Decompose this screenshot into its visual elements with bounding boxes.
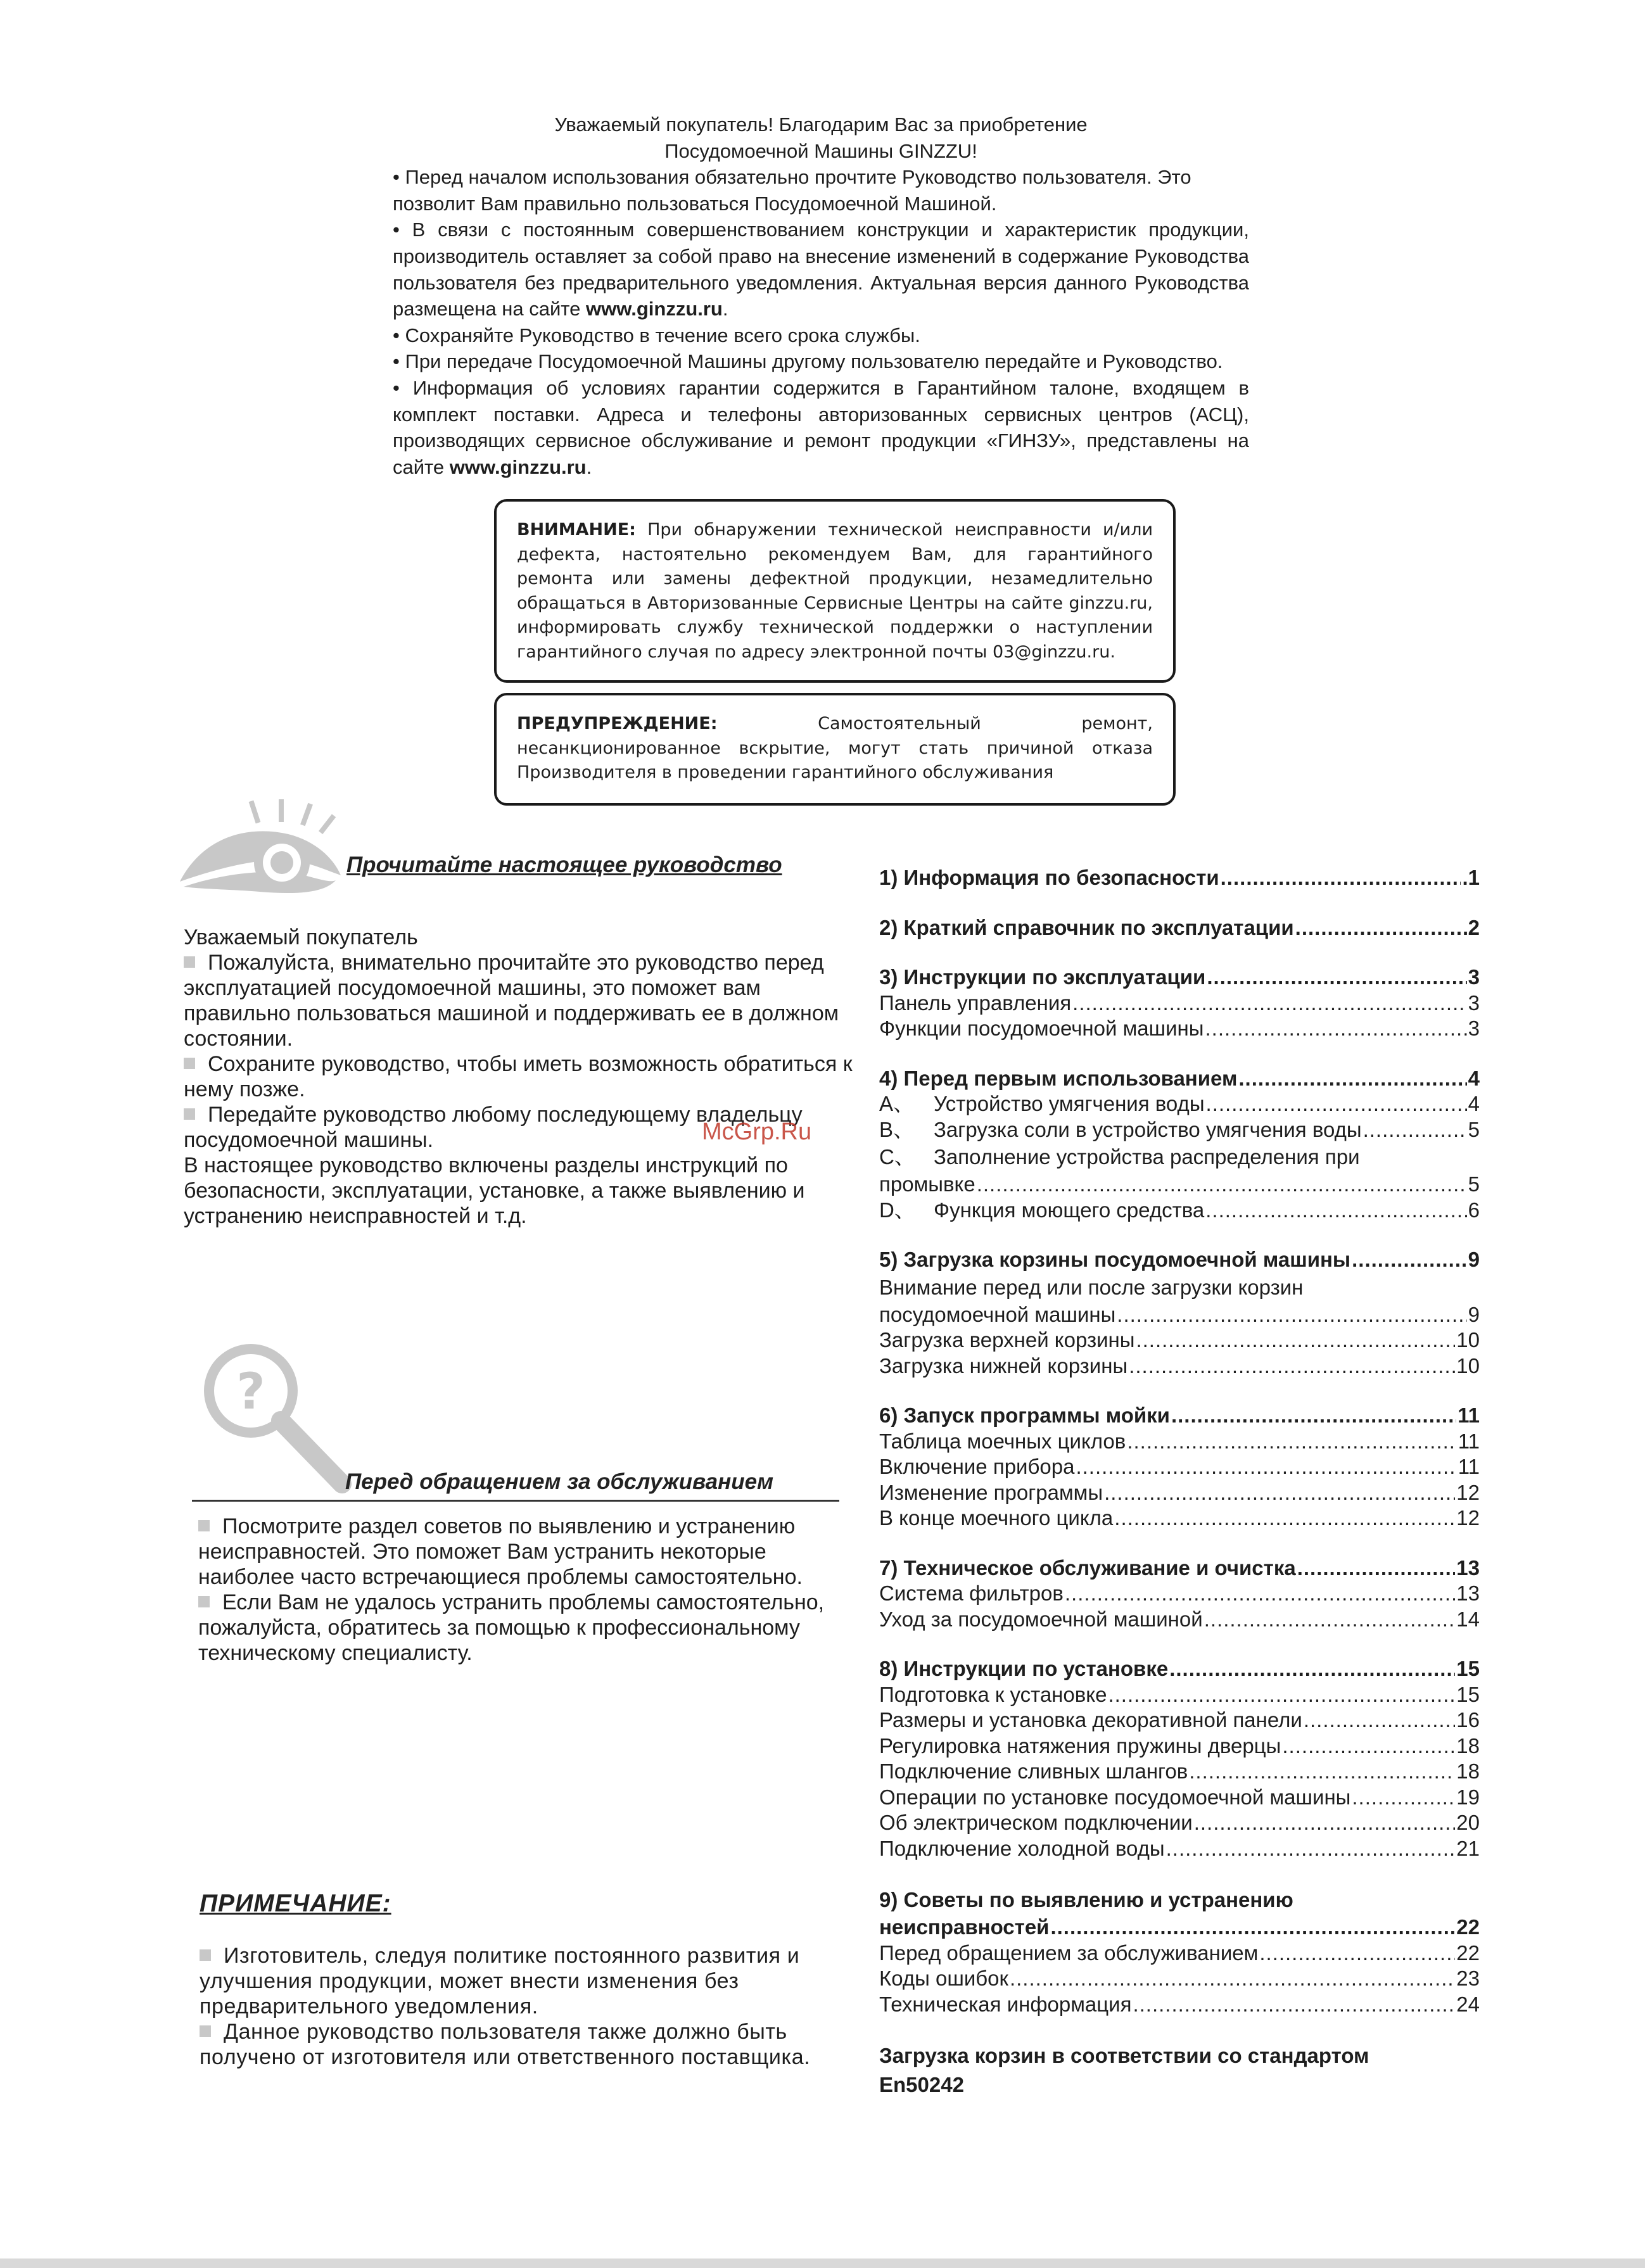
read-bullet-2: Сохраните руководство, чтобы иметь возможность обратиться к нему позже. xyxy=(184,1052,853,1101)
toc-entry[interactable]: неисправностей ..... 22 xyxy=(879,1915,1480,1941)
service-underline xyxy=(192,1500,839,1502)
site-link[interactable]: www.ginzzu.ru xyxy=(586,298,723,320)
caution-box xyxy=(494,693,1176,806)
warning-text: При обнаружении технической неисправности и/или дефекта, настоятельно рекомендуем Вам, для гарантийного ремонта или замены дефектной продукции, незамедлительно обращаться в Авторизованные Сервисные Центры на сайте ginzzu.ru, информировать службу технической поддержки о наступлении гарантийного случая по адресу электронной почты 03@ginzzu.ru. xyxy=(517,520,1153,662)
bullet-icon xyxy=(200,1949,211,1961)
toc-entry[interactable]: Перед обращением за обслуживанием ..... 22 xyxy=(879,1941,1480,1967)
intro-p2: • В связи с постоянным совершенствованием конструкции и характеристик продукции, производитель оставляет за собой право на внесение изменений в содержание Руководства пользователя без предварительного уведомления. Актуальная версия данного Руководства размещена на сайте www.ginzzu.ru. xyxy=(393,219,1249,320)
read-bullet-3: Передайте руководство любому последующему владельцу посудомоечной машины. xyxy=(184,1103,803,1152)
site-link-2[interactable]: www.ginzzu.ru xyxy=(449,455,587,478)
toc-entry-wrap[interactable]: Внимание перед или после загрузки корзин xyxy=(879,1275,1304,1299)
service-text xyxy=(198,1514,857,1666)
toc-entry[interactable]: Загрузка верхней корзины ..... 10 xyxy=(879,1327,1480,1353)
toc-entry[interactable]: 7) Техническое обслуживание и очистка ..... 13 xyxy=(879,1555,1480,1581)
toc-entry[interactable]: A、 Устройство умягчения воды ..... 4 xyxy=(879,1091,1480,1117)
toc-entry[interactable]: Изменение программы ..... 12 xyxy=(879,1480,1480,1506)
toc-entry[interactable]: 5) Загрузка корзины посудомоечной машины ..... 9 xyxy=(879,1247,1480,1273)
bullet-icon xyxy=(198,1596,210,1607)
toc-entry[interactable]: посудомоечной машины ..... 9 xyxy=(879,1302,1480,1328)
read-manual-text xyxy=(184,925,855,1229)
toc-entry[interactable]: Система фильтров ..... 13 xyxy=(879,1581,1480,1607)
caution-text: Самостоятельный ремонт, несанкционированное вскрытие, могут стать причиной отказа Производителя в проведении гарантийного обслуживания xyxy=(517,714,1153,782)
toc-entry-wrap[interactable]: C、 Заполнение устройства распределения при xyxy=(879,1145,1360,1169)
toc-entry[interactable]: Подготовка к установке ..... 15 xyxy=(879,1682,1480,1708)
toc-entry-wrap[interactable]: Загрузка корзин в соответствии со стандартом xyxy=(879,2044,1369,2067)
toc-entry[interactable]: B、 Загрузка соли в устройство умягчения воды ..... 5 xyxy=(879,1117,1480,1143)
toc-entry[interactable]: Панель управления ..... 3 xyxy=(879,991,1480,1017)
toc-entry[interactable]: Подключение холодной воды ..... 21 xyxy=(879,1836,1480,1862)
note-text xyxy=(200,1943,839,2070)
warning-lead: ВНИМАНИЕ: xyxy=(517,520,636,540)
magnifier-icon xyxy=(201,1341,353,1497)
toc-entry-wrap[interactable]: En50242 xyxy=(879,2073,964,2096)
toc-entry[interactable]: D、 Функция моющего средства ..... 6 xyxy=(879,1198,1480,1224)
intro-section xyxy=(393,111,1249,480)
service-bullet-1: Посмотрите раздел советов по выявлению и устранению неисправностей. Это поможет Вам устранить некоторые наиболее часто встречающиеся проблемы самостоятельно. xyxy=(198,1514,803,1589)
read-bullet-1: Пожалуйста, внимательно прочитайте это руководство перед эксплуатацией посудомоечной машины, это поможет вам правильно пользоваться машиной и поддерживать ее в должном состоянии. xyxy=(184,951,839,1051)
intro-p3: • Сохраняйте Руководство в течение всего срока службы. xyxy=(393,324,920,346)
intro-p5: • Информация об условиях гарантии содержится в Гарантийном талоне, входящем в комплект поставки. Адреса и телефоны авторизованных сервисных центров (АСЦ), производящих сервисное обслуживание и ремонт продукции «ГИНЗУ», представлены на сайте www.ginzzu.ru. xyxy=(393,376,1249,478)
bottom-rule xyxy=(0,2258,1645,2268)
greeting-line-1: Уважаемый покупатель! Благодарим Вас за приобретение xyxy=(554,113,1088,136)
service-bullet-2: Если Вам не удалось устранить проблемы самостоятельно, пожалуйста, обратитесь за помощью к профессиональному техническому специалисту. xyxy=(198,1590,825,1665)
toc-entry-wrap[interactable]: 9) Советы по выявлению и устранению xyxy=(879,1888,1293,1911)
caution-lead: ПРЕДУПРЕЖДЕНИЕ: xyxy=(517,714,718,733)
toc-entry[interactable]: 1) Информация по безопасности ..... .1 xyxy=(879,865,1480,891)
note-bullet-2: Данное руководство пользователя также должно быть получено от изготовителя или ответственного поставщика. xyxy=(200,2020,811,2069)
greeting-line-2: Посудомоечной Машины GINZZU! xyxy=(664,139,977,162)
toc-entry[interactable]: 3) Инструкции по эксплуатации ..... 3 xyxy=(879,965,1480,991)
toc-entry[interactable]: Уход за посудомоечной машиной ..... 14 xyxy=(879,1607,1480,1633)
bullet-icon xyxy=(200,2025,211,2037)
toc-entry[interactable]: Включение прибора ..... 11 xyxy=(879,1454,1480,1480)
toc-entry[interactable]: Техническая информация ..... 24 xyxy=(879,1992,1480,2018)
toc-entry[interactable]: 6) Запуск программы мойки ..... 11 xyxy=(879,1403,1480,1429)
bullet-icon xyxy=(184,1108,195,1120)
toc-entry[interactable]: Размеры и установка декоративной панели ..... 16 xyxy=(879,1707,1480,1733)
intro-p1: • Перед началом использования обязательно прочтите Руководство пользователя. Это позволит Вам правильно пользоваться Посудомоечной Машиной. xyxy=(393,166,1191,215)
salutation: Уважаемый покупатель xyxy=(184,925,418,949)
bullet-icon xyxy=(184,956,195,968)
toc-entry[interactable]: Функции посудомоечной машины ..... 3 xyxy=(879,1016,1480,1042)
toc-entry[interactable]: 8) Инструкции по установке ..... 15 xyxy=(879,1656,1480,1682)
warning-box xyxy=(494,499,1176,683)
table-of-contents xyxy=(879,865,1480,2100)
read-tail: В настоящее руководство включены разделы инструкций по безопасности, эксплуатации, установке, а также выявлению и устранению неисправностей и т.д. xyxy=(184,1153,805,1228)
toc-entry[interactable]: Об электрическом подключении ..... 20 xyxy=(879,1810,1480,1836)
toc-entry[interactable]: Подключение сливных шлангов ..... 18 xyxy=(879,1759,1480,1785)
svg-text:?: ? xyxy=(236,1364,265,1421)
note-bullet-1: Изготовитель, следуя политике постоянного развития и улучшения продукции, может внести изменения без предварительного уведомления. xyxy=(200,1944,800,2018)
toc-entry[interactable]: В конце моечного цикла ..... 12 xyxy=(879,1505,1480,1531)
toc-entry[interactable]: 2) Краткий справочник по эксплуатации ..... 2 xyxy=(879,915,1480,941)
note-title: ПРИМЕЧАНИЕ: xyxy=(200,1890,391,1917)
toc-entry[interactable]: промывке ..... 5 xyxy=(879,1172,1480,1198)
toc-entry[interactable]: Загрузка нижней корзины ..... 10 xyxy=(879,1353,1480,1379)
eye-icon xyxy=(177,799,342,894)
bullet-icon xyxy=(184,1058,195,1069)
toc-entry[interactable]: Коды ошибок ..... 23 xyxy=(879,1966,1480,1992)
toc-entry[interactable]: Таблица моечных циклов ..... 11 xyxy=(879,1429,1480,1455)
service-title: Перед обращением за обслуживанием xyxy=(345,1469,774,1494)
toc-entry[interactable]: 4) Перед первым использованием ..... 4 xyxy=(879,1066,1480,1092)
watermark: McGrp.Ru xyxy=(702,1118,812,1145)
toc-entry[interactable]: Регулировка натяжения пружины дверцы ..... 18 xyxy=(879,1733,1480,1759)
intro-p4: • При передаче Посудомоечной Машины другому пользователю передайте и Руководство. xyxy=(393,350,1223,373)
read-manual-title: Прочитайте настоящее руководство xyxy=(346,852,782,877)
toc-entry[interactable]: Операции по установке посудомоечной машины ..... 19 xyxy=(879,1785,1480,1811)
bullet-icon xyxy=(198,1520,210,1531)
